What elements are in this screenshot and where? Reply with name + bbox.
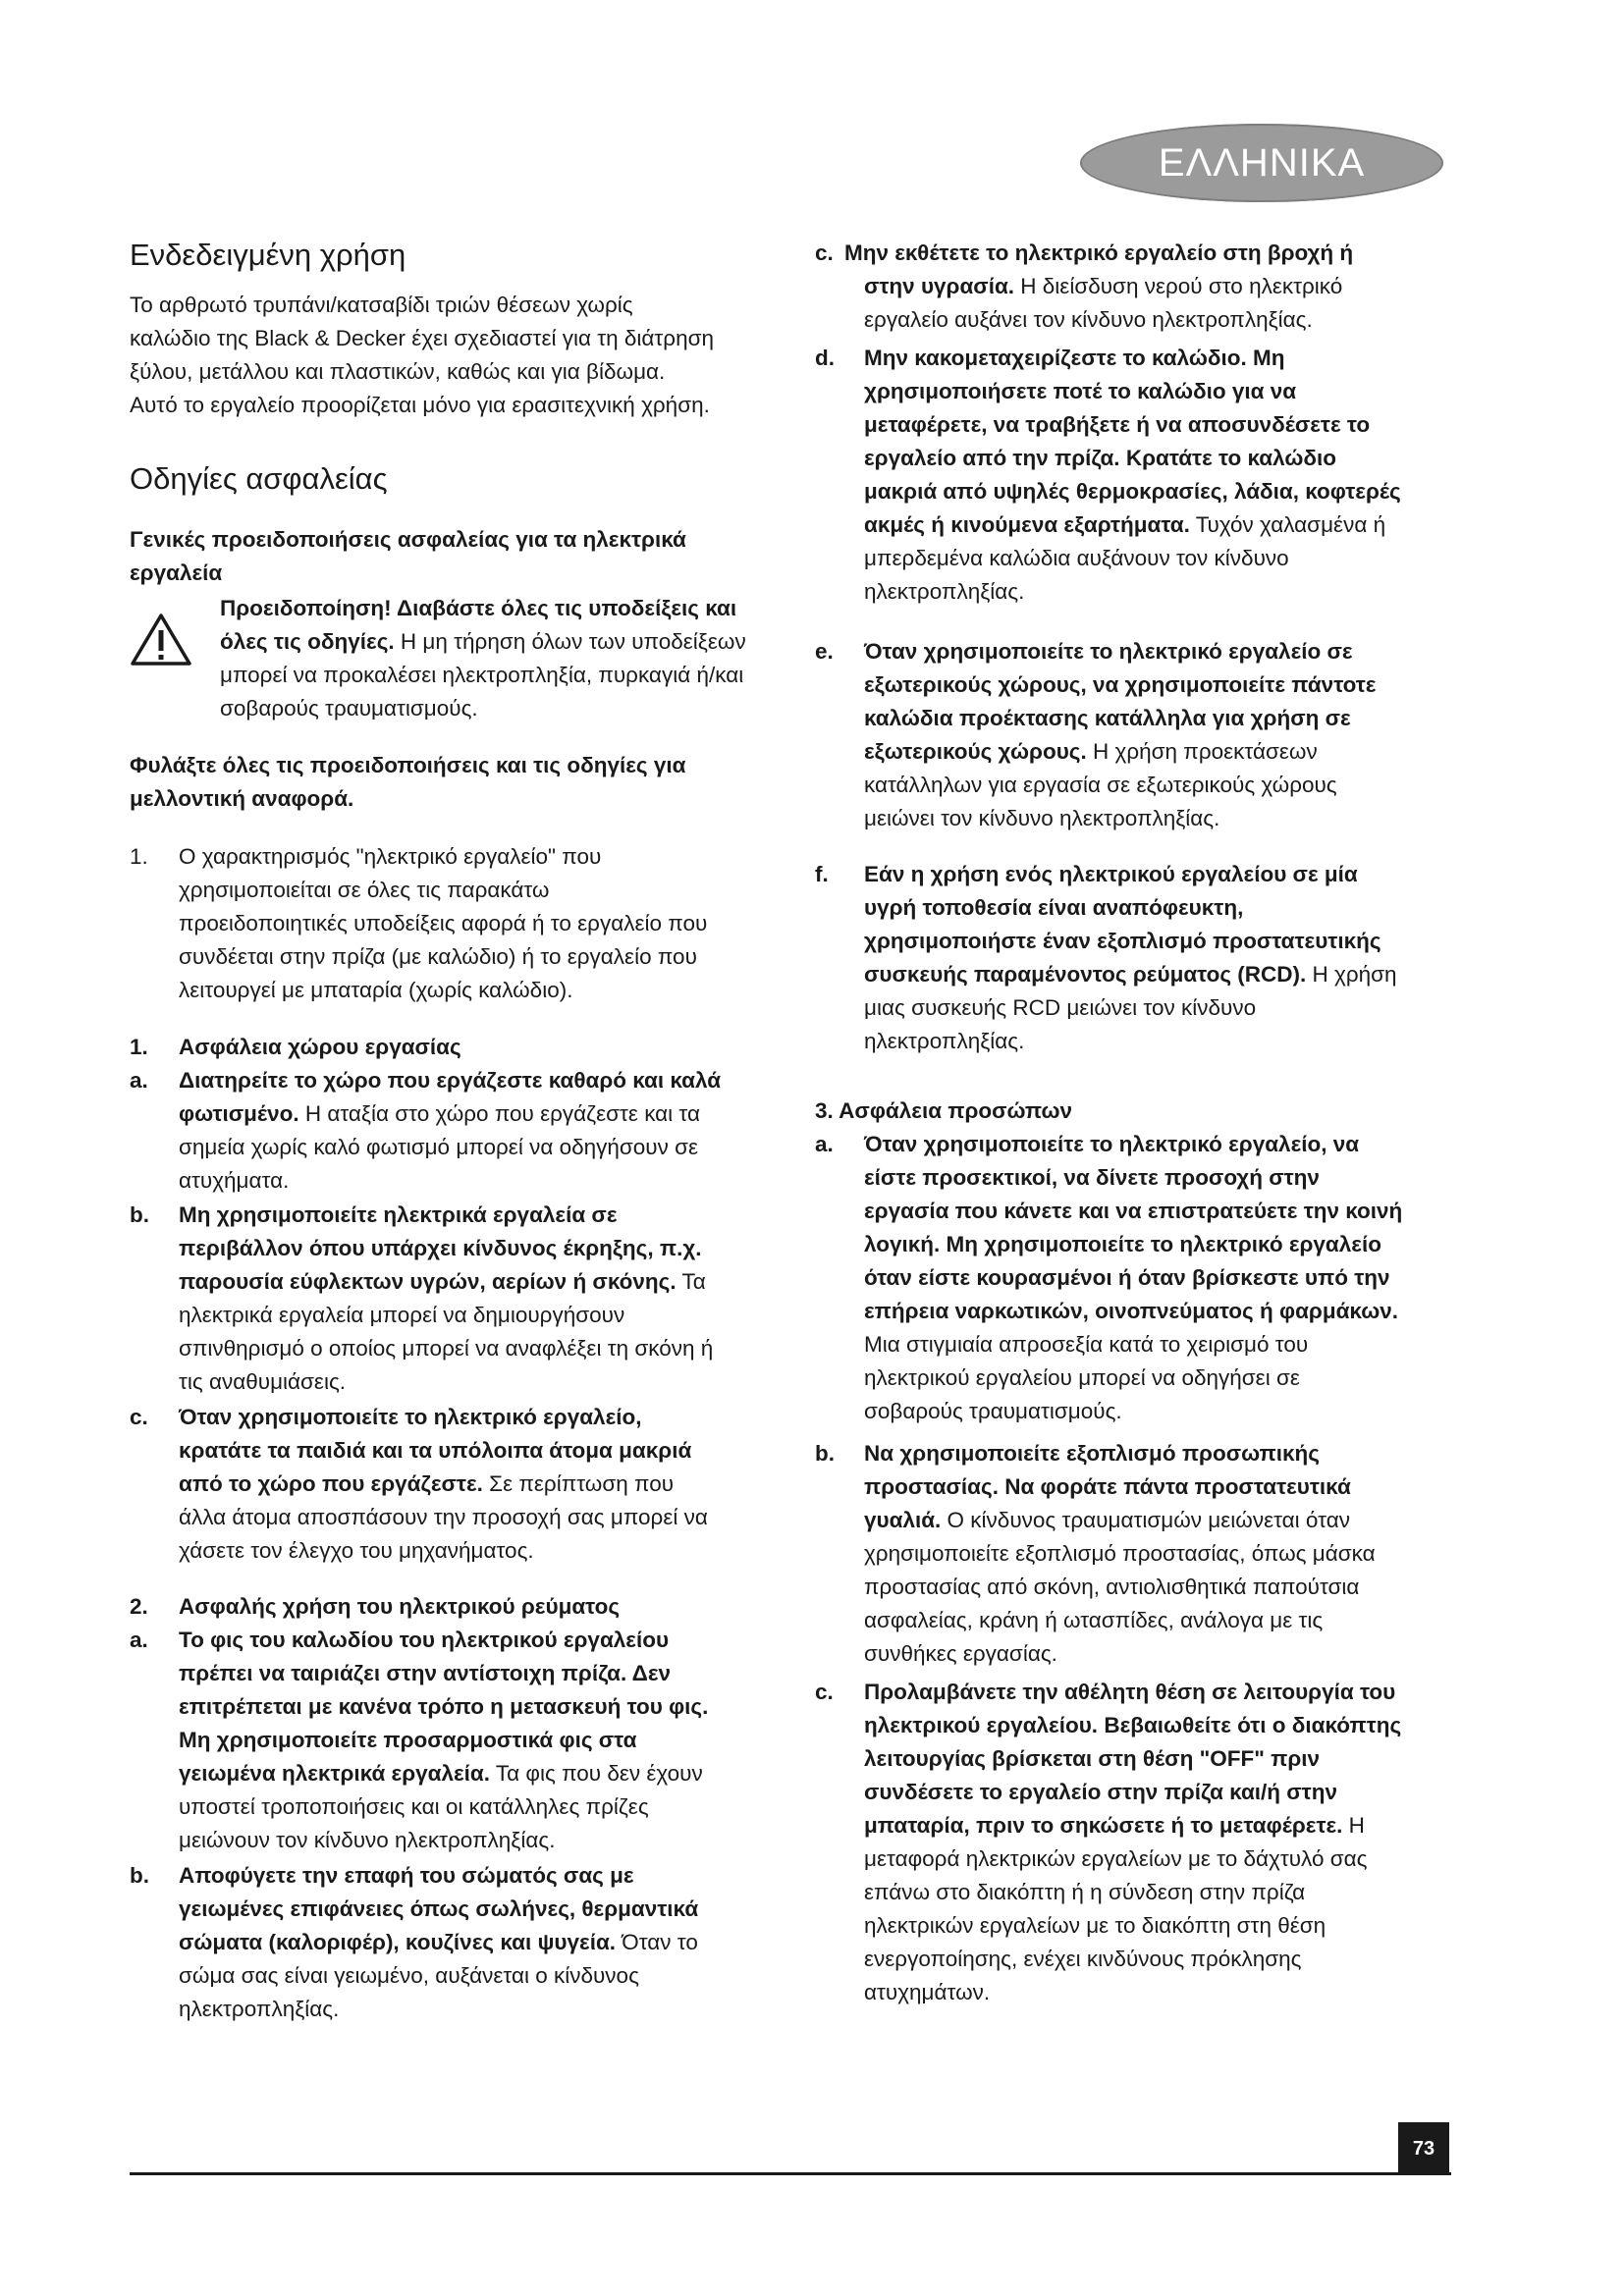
warning-text: σοβαρούς τραυματισμούς. (220, 696, 478, 721)
list-item-text: άλλα άτομα αποσπάσουν την προσοχή σας μπορεί να (179, 1505, 708, 1529)
section-marker: 2. (130, 1594, 148, 1619)
list-item-text: ηλεκτρικά εργαλεία μπορεί να δημιουργήσουν (179, 1303, 625, 1327)
section-heading: 3. Ασφάλεια προσώπων (815, 1098, 1073, 1123)
normal-run: Η αταξία στο χώρο που εργάζεστε και τα (298, 1101, 700, 1126)
list-item-text: χάσετε τον έλεγχο του μηχανήματος. (179, 1538, 534, 1563)
warning-text (220, 627, 746, 657)
list-item-text (179, 1267, 706, 1297)
list-item-text: ηλεκτρικών εργαλείων με το διακόπτη στη θέση (864, 1913, 1326, 1938)
list-item-text: γειωμένες επιφάνειες όπως σωλήνες, θερμαντικά (179, 1896, 699, 1921)
section-heading: Ασφαλής χρήση του ηλεκτρικού ρεύματος (179, 1594, 621, 1619)
list-item-text (179, 1928, 698, 1957)
list-item-text: μιας συσκευής RCD μειώνει τον κίνδυνο (864, 995, 1257, 1020)
intended-use-heading: Ενδεδειγμένη χρήση (130, 238, 406, 272)
list-item-text (864, 737, 1318, 767)
list-item-text: χρησιμοποιείται σε όλες τις παρακάτω (179, 878, 550, 902)
list-marker: d. (815, 346, 835, 370)
list-item-text: επιτρέπεται με κανένα τρόπο η μετασκευή του φις. (179, 1694, 709, 1719)
intended-use-line: ξύλου, μετάλλου και πλαστικών, καθώς και για βίδωμα. (130, 359, 666, 384)
list-item-text: λειτουργίας βρίσκεται στη θέση "OFF" πριν (864, 1746, 1321, 1771)
bold-run: εξωτερικούς χώρους. (864, 739, 1087, 764)
warning-normal: Η μη τήρηση όλων των υποδείξεων (394, 629, 746, 654)
list-item-text (179, 1099, 700, 1129)
list-item-text: Μια στιγμιαία απροσεξία κατά το χειρισμό του (864, 1332, 1309, 1357)
list-item-text: Διατηρείτε το χώρο που εργάζεστε καθαρό και καλά (179, 1068, 722, 1093)
section-marker: 1. (130, 1035, 148, 1059)
bold-run: στην υγρασία. (864, 274, 1015, 298)
list-item-text: υποστεί τροποποιήσεις και οι κατάλληλες πρίζες (179, 1794, 649, 1819)
list-item-text: πρέπει να ταιριάζει στην αντίστοιχη πρίζα. Δεν (179, 1661, 672, 1685)
list-item-text: Εάν η χρήση ενός ηλεκτρικού εργαλείου σε μία (864, 862, 1358, 886)
bold-run: παρουσία εύφλεκτων υγρών, αερίων ή σκόνης. (179, 1269, 677, 1294)
list-item-text: είστε προσεκτικοί, να δίνετε προσοχή στην (864, 1165, 1320, 1190)
list-item-text: συνθήκες εργασίας. (864, 1641, 1057, 1666)
list-item-text: Το φις του καλωδίου του ηλεκτρικού εργαλείου (179, 1628, 670, 1652)
list-item-text: μεταφορά ηλεκτρικών εργαλείων με το δάχτυλό σας (864, 1846, 1368, 1871)
list-item-text: σπινθηρισμό ο οποίος μπορεί να αναφλέξει τη σκόνη ή (179, 1336, 714, 1361)
list-item-text: μειώνει τον κίνδυνο ηλεκτροπληξίας. (864, 806, 1220, 830)
warning-text: Προειδοποίηση! Διαβάστε όλες τις υποδείξεις και (220, 596, 737, 620)
normal-run: Η χρήση (1306, 962, 1397, 987)
warning-bold: όλες τις οδηγίες. (220, 629, 395, 654)
bold-run: σώματα (καλοριφέρ), κουζίνες και ψυγεία. (179, 1930, 617, 1954)
list-item-text: κατάλληλων για εργασία σε εξωτερικούς χώρους (864, 773, 1337, 797)
list-item-text: χρησιμοποιείτε εξοπλισμό προστασίας, όπως μάσκα (864, 1541, 1376, 1566)
safety-heading: Οδηγίες ασφαλείας (130, 461, 388, 496)
list-item-text: συνδέσετε το εργαλείο στην πρίζα και/ή στην (864, 1780, 1337, 1804)
list-item-text: Προλαμβάνετε την αθέλητη θέση σε λειτουργία του (864, 1680, 1396, 1704)
list-item-text: Μη χρησιμοποιείτε προσαρμοστικά φις στα (179, 1728, 637, 1752)
footer-divider (130, 2172, 1451, 2175)
list-item-text: ενεργοποίησης, ενέχει κινδύνους πρόκλησης (864, 1947, 1302, 1971)
intended-use-line: καλώδιο της Black & Decker έχει σχεδιαστεί για τη διάτρηση (130, 326, 715, 350)
list-item-text: προστασίας. Να φοράτε πάντα προστατευτικά (864, 1474, 1351, 1499)
language-badge: ΕΛΛΗΝΙΚΑ (1080, 124, 1443, 202)
list-item-text: εξωτερικούς χώρους, να χρησιμοποιείτε πάντοτε (864, 672, 1377, 697)
list-item-text: εργαλείο αυξάνει τον κίνδυνο ηλεκτροπληξίας. (864, 307, 1313, 332)
bold-run: από το χώρο που εργάζεστε. (179, 1471, 483, 1496)
list-item-text: περιβάλλον όπου υπάρχει κίνδυνος έκρηξης, π.χ. (179, 1236, 702, 1260)
list-item-text: προειδοποιητικές υποδείξεις αφορά ή το εργαλείο που (179, 911, 708, 935)
normal-run: Η διείσδυση νερού στο ηλεκτρικό (1014, 274, 1343, 298)
normal-run: Τυχόν χαλασμένα ή (1189, 512, 1386, 537)
list-item-text: Μην κακομεταχειρίζεστε το καλώδιο. Μη (864, 346, 1285, 370)
keep-instructions: μελλοντική αναφορά. (130, 786, 354, 811)
list-item-text: ηλεκτρικού εργαλείου μπορεί να οδηγήσει σε (864, 1365, 1300, 1390)
normal-run: Ο κίνδυνος τραυματισμών μειώνεται όταν (941, 1508, 1350, 1532)
list-item-text: συνδέεται στην πρίζα (με καλώδιο) ή το εργαλείο που (179, 944, 697, 969)
list-item-text: όταν είστε κουρασμένοι ή όταν βρίσκεστε υπό την (864, 1265, 1390, 1290)
list-item-text: ατυχημάτων. (864, 1980, 991, 2004)
list-marker: a. (815, 1132, 834, 1156)
list-item-text: Μην εκθέτετε το ηλεκτρικό εργαλείο στη βροχή ή (844, 240, 1354, 265)
list-item-text (864, 1811, 1365, 1841)
list-item-text: Αποφύγετε την επαφή του σώματός σας με (179, 1863, 634, 1888)
list-item-text: Όταν χρησιμοποιείτε το ηλεκτρικό εργαλείο, να (864, 1132, 1360, 1156)
list-item-text: μπερδεμένα καλώδια αυξάνουν τον κίνδυνο (864, 546, 1289, 570)
bold-run: συσκευής παραμένοντος ρεύματος (RCD). (864, 962, 1307, 987)
list-item-text: υγρή τοποθεσία είναι αναπόφευκτη, (864, 895, 1244, 920)
list-item-text: ηλεκτροπληξίας. (179, 1997, 340, 2021)
section-heading: Ασφάλεια χώρου εργασίας (179, 1035, 461, 1059)
normal-run: Τα (676, 1269, 706, 1294)
list-marker: b. (130, 1202, 149, 1227)
list-item-text (864, 272, 1342, 301)
bold-run: γειωμένα ηλεκτρικά εργαλεία. (179, 1761, 491, 1786)
list-item-text: εργασία που κάνετε και να επιστρατεύετε την κοινή (864, 1199, 1403, 1223)
normal-run: Η χρήση προεκτάσεων (1086, 739, 1318, 764)
list-item-text: ηλεκτροπληξίας. (864, 579, 1025, 604)
page-number: 73 (1398, 2122, 1449, 2175)
intended-use-line: Αυτό το εργαλείο προορίζεται μόνο για ερασιτεχνική χρήση. (130, 393, 710, 417)
list-item-text: Μη χρησιμοποιείτε ηλεκτρικά εργαλεία σε (179, 1202, 618, 1227)
list-item-text: ατυχήματα. (179, 1168, 290, 1193)
list-marker: b. (130, 1863, 149, 1888)
list-item-text: Ο χαρακτηρισμός "ηλεκτρικό εργαλείο" που (179, 844, 602, 869)
list-item-text: μεταφέρετε, να τραβήξετε ή να αποσυνδέσετε το (864, 412, 1371, 437)
normal-run: Η (1342, 1813, 1365, 1838)
list-item-text: προστασίας από σκόνη, αντιολισθητικά παπούτσια (864, 1575, 1360, 1599)
list-item-text (864, 510, 1385, 540)
list-item-text: επάνω στο διακόπτη ή η σύνδεση στην πρίζα (864, 1880, 1306, 1904)
list-item-text: ηλεκτροπληξίας. (864, 1029, 1025, 1053)
list-item-text: λογική. Μη χρησιμοποιείτε το ηλεκτρικό εργαλείο (864, 1232, 1381, 1256)
list-item-text: σημεία χωρίς καλό φωτισμό μπορεί να οδηγήσουν σε (179, 1135, 699, 1159)
list-marker: f. (815, 862, 829, 886)
normal-run: Τα φις που δεν έχουν (490, 1761, 703, 1786)
warning-triangle-icon (130, 612, 192, 667)
list-marker: b. (815, 1441, 835, 1466)
list-item-text (864, 1506, 1350, 1535)
list-item-text: μακριά από υψηλές θερμοκρασίες, λάδια, κοφτερές (864, 479, 1401, 504)
warning-text: μπορεί να προκαλέσει ηλεκτροπληξία, πυρκαγιά ή/και (220, 663, 744, 687)
list-item-text: σοβαρούς τραυματισμούς. (864, 1399, 1122, 1423)
list-item-text: λειτουργεί με μπαταρία (χωρίς καλώδιο). (179, 978, 573, 1002)
list-marker: 1. (130, 844, 148, 869)
bold-run: ακμές ή κινούμενα εξαρτήματα. (864, 512, 1190, 537)
bold-run: μπαταρία, πριν το σηκώσετε ή το μεταφέρετε. (864, 1813, 1343, 1838)
list-item-text (179, 1759, 703, 1789)
list-item-text: σώμα σας είναι γειωμένο, αυξάνεται ο κίνδυνος (179, 1963, 639, 1988)
list-marker: e. (815, 639, 834, 664)
list-marker: a. (130, 1068, 148, 1093)
normal-run: Όταν το (616, 1930, 698, 1954)
list-item-text (864, 960, 1397, 989)
list-item-text (179, 1469, 674, 1499)
list-item-text: κρατάτε τα παιδιά και τα υπόλοιπα άτομα μακριά (179, 1438, 692, 1463)
list-marker: c. (130, 1405, 148, 1429)
list-item-text: τις αναθυμιάσεις. (179, 1369, 347, 1394)
list-item-text: εργαλείο από την πρίζα. Κρατάτε το καλώδιο (864, 446, 1336, 470)
keep-instructions: Φυλάξτε όλες τις προειδοποιήσεις και τις οδηγίες για (130, 753, 686, 777)
general-warnings-heading: εργαλεία (130, 561, 223, 585)
list-item-text: Να χρησιμοποιείτε εξοπλισμό προσωπικής (864, 1441, 1320, 1466)
list-item-text: μειώνουν τον κίνδυνο ηλεκτροπληξίας. (179, 1828, 556, 1852)
normal-run: Σε περίπτωση που (482, 1471, 675, 1496)
bold-run: φωτισμένο. (179, 1101, 299, 1126)
list-item-text: Όταν χρησιμοποιείτε το ηλεκτρικό εργαλείο σε (864, 639, 1353, 664)
list-item-text: καλώδια προέκτασης κατάλληλα για χρήση σε (864, 706, 1351, 730)
general-warnings-heading: Γενικές προειδοποιήσεις ασφαλείας για τα ηλεκτρικά (130, 527, 686, 552)
list-item-text: επήρεια ναρκωτικών, οινοπνεύματος ή φαρμάκων. (864, 1299, 1398, 1323)
list-marker: c. (815, 240, 834, 265)
list-item-text: Όταν χρησιμοποιείτε το ηλεκτρικό εργαλείο, (179, 1405, 642, 1429)
list-item-text: ασφαλείας, κράνη ή ωτασπίδες, ανάλογα με τις (864, 1608, 1324, 1632)
list-item-text: χρησιμοποιήστε έναν εξοπλισμό προστατευτικής (864, 929, 1381, 953)
list-item-text: ηλεκτρικού εργαλείου. Βεβαιωθείτε ότι ο διακόπτης (864, 1713, 1402, 1737)
intended-use-line: Το αρθρωτό τρυπάνι/κατσαβίδι τριών θέσεων χωρίς (130, 293, 633, 317)
list-marker: a. (130, 1628, 148, 1652)
list-item-text: χρησιμοποιήσετε ποτέ το καλώδιο για να (864, 379, 1297, 403)
list-marker: c. (815, 1680, 834, 1704)
bold-run: γυαλιά. (864, 1508, 942, 1532)
